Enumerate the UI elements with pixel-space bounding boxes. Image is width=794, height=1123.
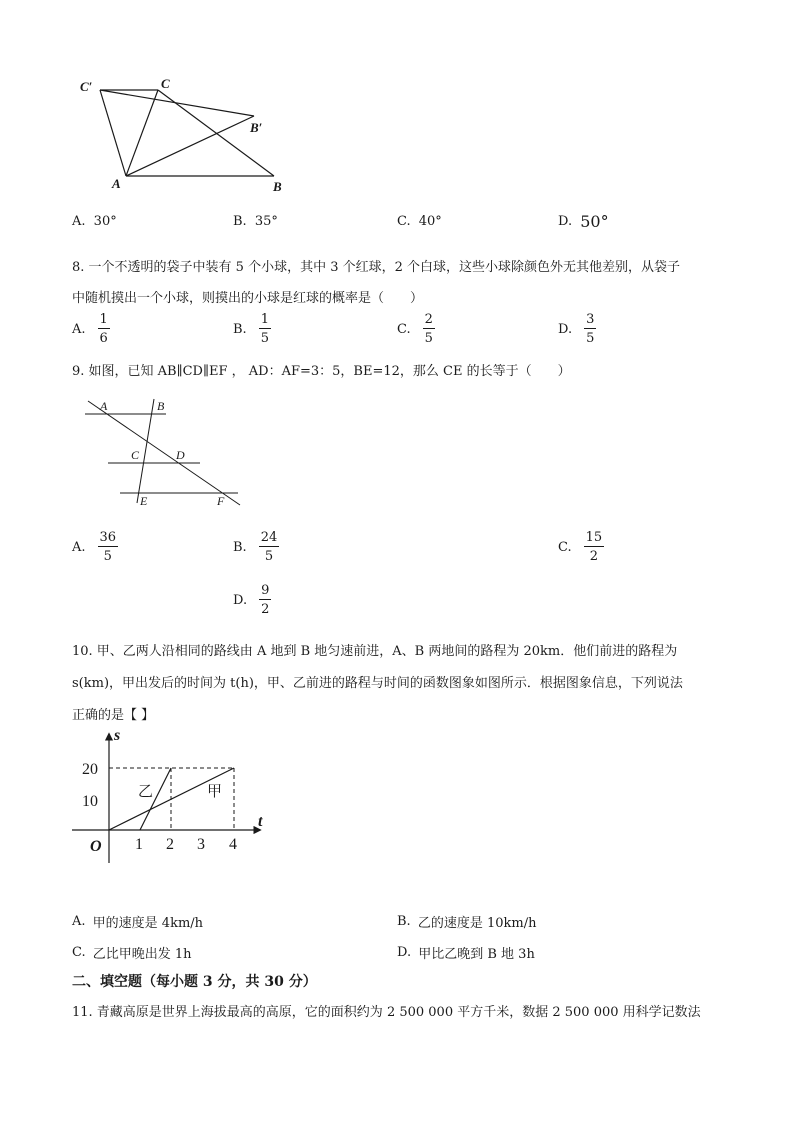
q9-option-d[interactable]: D. $\frac{9}{2}$ — [233, 583, 270, 617]
q7-figure — [70, 70, 300, 195]
q9-label-d: D — [176, 448, 185, 462]
q7-label-c-prime: C′ — [80, 79, 93, 94]
fraction: $\frac{2}{5}$ — [424, 312, 433, 346]
q8-option-c[interactable]: C. $\frac{2}{5}$ — [397, 312, 433, 346]
y-tick-20: 20 — [82, 761, 98, 778]
q9-label-a: A — [100, 399, 108, 413]
q11-stem-line-1: 11. 青藏高原是世界上海拔最高的高原，它的面积约为 2 500 000 平方千米，数据 2 500 000 用科学记数法 — [72, 1005, 701, 1020]
x-tick-2: 2 — [166, 836, 174, 853]
x-tick-4: 4 — [229, 836, 237, 853]
fraction: $\frac{1}{5}$ — [260, 312, 269, 346]
q9-option-c[interactable]: C. $\frac{15}{2}$ — [558, 530, 603, 564]
t-axis-label: t — [258, 813, 263, 830]
q10-option-d[interactable]: D. 甲比乙晚到 B 地 3h — [397, 945, 535, 962]
q10-stem-line-1: 10. 甲、乙两人沿相同的路线由 A 地到 B 地匀速前进，A、B 两地间的路程为 20km．他们前进的路程为 — [72, 644, 678, 659]
x-tick-1: 1 — [135, 836, 143, 853]
q9-label-b: B — [157, 399, 165, 413]
label-jia: 甲 — [207, 784, 223, 800]
q8-option-a[interactable]: A. $\frac{1}{6}$ — [72, 312, 108, 346]
origin-label: O — [90, 838, 102, 855]
q7-option-b[interactable]: B. 35° — [233, 214, 278, 229]
q10-stem-line-2: s(km)，甲出发后的时间为 t(h)，甲、乙前进的路程与时间的函数图象如图所示．根据图象信息，下列说法 — [72, 676, 683, 691]
fraction: $\frac{36}{5}$ — [99, 530, 117, 564]
q9-option-a[interactable]: A. $\frac{36}{5}$ — [72, 530, 117, 564]
fraction: $\frac{24}{5}$ — [260, 530, 278, 564]
q9-option-b[interactable]: B. $\frac{24}{5}$ — [233, 530, 278, 564]
q9-label-e: E — [140, 494, 148, 508]
q8-stem-line-1: 8. 一个不透明的袋子中装有 5 个小球，其中 3 个红球，2 个白球，这些小球除颜色外无其他差别，从袋子 — [72, 260, 681, 275]
q8-option-b[interactable]: B. $\frac{1}{5}$ — [233, 312, 269, 346]
q7-option-c[interactable]: C. 40° — [397, 214, 442, 229]
q9-stem: 9. 如图，已知 AB∥CD∥EF ， AD：AF=3：5，BE=12，那么 CE 的长等于（ ） — [72, 364, 571, 379]
q7-option-d[interactable]: D. 50° — [558, 212, 609, 231]
q10-graph — [68, 728, 283, 868]
q10-option-c[interactable]: C. 乙比甲晚出发 1h — [72, 945, 192, 962]
s-axis-label: s — [114, 728, 121, 744]
q9-label-f: F — [217, 494, 225, 508]
q7-option-a[interactable]: A. 30° — [72, 214, 117, 229]
q9-label-c: C — [131, 448, 140, 462]
q7-label-c: C — [161, 76, 170, 91]
label-yi: 乙 — [138, 784, 154, 800]
fraction: $\frac{15}{2}$ — [585, 530, 603, 564]
q7-label-a: A — [112, 176, 121, 191]
section-title-fill-in: 二、填空题（每小题 3 分，共 30 分） — [72, 974, 317, 990]
q10-option-b[interactable]: B. 乙的速度是 10km/h — [397, 914, 537, 931]
q9-figure — [80, 395, 250, 515]
q8-option-d[interactable]: D. $\frac{3}{5}$ — [558, 312, 595, 346]
q10-option-a[interactable]: A. 甲的速度是 4km/h — [72, 914, 204, 931]
fraction: $\frac{3}{5}$ — [586, 312, 595, 346]
q7-label-b: B — [273, 179, 282, 194]
y-tick-10: 10 — [82, 793, 98, 810]
x-tick-3: 3 — [197, 836, 205, 853]
q10-stem-line-3: 正确的是【 】 — [72, 708, 155, 723]
q7-label-b-prime: B′ — [250, 120, 263, 135]
fraction: $\frac{1}{6}$ — [99, 312, 108, 346]
q8-stem-line-2: 中随机摸出一个小球，则摸出的小球是红球的概率是（ ） — [72, 291, 424, 306]
fraction: $\frac{9}{2}$ — [261, 583, 270, 617]
